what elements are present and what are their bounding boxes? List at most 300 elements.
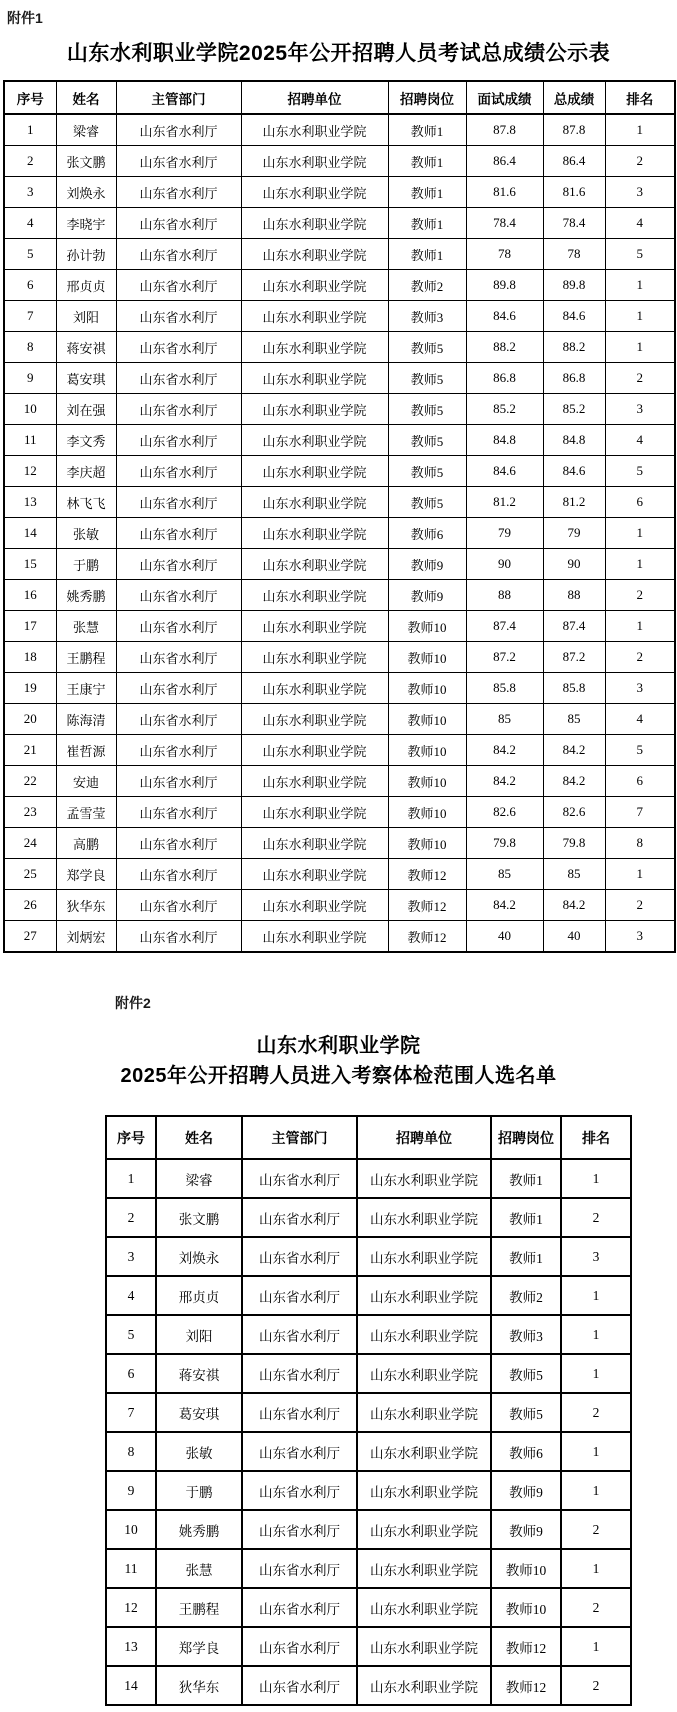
table-cell: 教师10: [388, 704, 466, 735]
table-cell: 教师10: [491, 1549, 561, 1588]
table-cell: 12: [106, 1588, 156, 1627]
table-cell: 于鹏: [56, 549, 116, 580]
table-row: [4, 642, 675, 673]
table-cell: 3: [605, 177, 675, 208]
table-cell: 20: [4, 704, 56, 735]
table-cell: 84.2: [543, 766, 605, 797]
table-cell: 5: [4, 239, 56, 270]
table-cell: 7: [4, 301, 56, 332]
table-row: [4, 456, 675, 487]
table-cell: 27: [4, 921, 56, 953]
table-row: [4, 518, 675, 549]
table-cell: 11: [106, 1549, 156, 1588]
table-cell: 山东水利职业学院: [357, 1666, 491, 1705]
table-cell: 教师6: [491, 1432, 561, 1471]
table-cell: 11: [4, 425, 56, 456]
table-cell: 山东省水利厅: [116, 797, 241, 828]
attachment2-title-line2: 2025年公开招聘人员进入考察体检范围人选名单: [120, 1065, 557, 1087]
table-cell: 教师1: [388, 177, 466, 208]
table-cell: 2: [605, 580, 675, 611]
table-cell: 85.8: [466, 673, 543, 704]
table-cell: 山东省水利厅: [116, 921, 241, 953]
table-cell: 7: [106, 1393, 156, 1432]
table-row: [106, 1237, 631, 1276]
table-cell: 刘焕永: [156, 1237, 242, 1276]
table-cell: 葛安琪: [156, 1393, 242, 1432]
score-table-header-row: [4, 81, 675, 114]
table-cell: 山东水利职业学院: [241, 704, 388, 735]
table-cell: 10: [106, 1510, 156, 1549]
table-cell: 教师12: [388, 890, 466, 921]
table-cell: 山东省水利厅: [116, 611, 241, 642]
table-row: [4, 487, 675, 518]
table-cell: 79: [466, 518, 543, 549]
table-cell: 教师12: [388, 921, 466, 953]
table-cell: 狄华东: [156, 1666, 242, 1705]
table-cell: 教师5: [388, 394, 466, 425]
table-cell: 81.6: [543, 177, 605, 208]
table-cell: 2: [4, 146, 56, 177]
table-cell: 张文鹏: [56, 146, 116, 177]
attachment2-title-line1: 山东水利职业学院: [256, 1035, 421, 1057]
table-cell: 8: [106, 1432, 156, 1471]
table-cell: 山东省水利厅: [242, 1198, 357, 1237]
attachment1-label: 附件1: [7, 10, 43, 26]
table-cell: 山东水利职业学院: [241, 518, 388, 549]
column-header: 主管部门: [116, 81, 241, 114]
table-cell: 山东水利职业学院: [241, 270, 388, 301]
column-header: 总成绩: [543, 81, 605, 114]
table-cell: 山东水利职业学院: [241, 177, 388, 208]
table-cell: 王鹏程: [56, 642, 116, 673]
table-cell: 教师1: [388, 114, 466, 146]
table-cell: 山东省水利厅: [116, 270, 241, 301]
table-cell: 山东水利职业学院: [241, 766, 388, 797]
table-cell: 张敏: [156, 1432, 242, 1471]
table-cell: 24: [4, 828, 56, 859]
table-cell: 山东水利职业学院: [241, 673, 388, 704]
table-cell: 教师10: [491, 1588, 561, 1627]
table-cell: 85.2: [466, 394, 543, 425]
table-cell: 5: [106, 1315, 156, 1354]
column-header: 招聘单位: [241, 81, 388, 114]
table-cell: 山东省水利厅: [116, 177, 241, 208]
table-cell: 78.4: [543, 208, 605, 239]
table-row: [106, 1588, 631, 1627]
table-cell: 1: [106, 1159, 156, 1198]
table-cell: 山东省水利厅: [116, 859, 241, 890]
table-cell: 姚秀鹏: [56, 580, 116, 611]
table-cell: 教师3: [388, 301, 466, 332]
table-cell: 教师3: [491, 1315, 561, 1354]
table-cell: 山东省水利厅: [116, 456, 241, 487]
table-row: [106, 1276, 631, 1315]
table-row: [4, 735, 675, 766]
table-cell: 山东省水利厅: [116, 828, 241, 859]
table-row: [4, 177, 675, 208]
column-header: 招聘单位: [357, 1116, 491, 1159]
table-cell: 23: [4, 797, 56, 828]
table-cell: 山东省水利厅: [242, 1354, 357, 1393]
table-cell: 84.2: [543, 735, 605, 766]
table-cell: 教师1: [388, 146, 466, 177]
table-cell: 郑学良: [156, 1627, 242, 1666]
table-cell: 教师9: [388, 580, 466, 611]
table-row: [106, 1471, 631, 1510]
table-cell: 6: [605, 487, 675, 518]
table-cell: 1: [561, 1471, 631, 1510]
table-cell: 山东水利职业学院: [241, 394, 388, 425]
column-header: 序号: [4, 81, 56, 114]
table-cell: 山东省水利厅: [116, 114, 241, 146]
table-cell: 教师12: [491, 1627, 561, 1666]
column-header: 排名: [605, 81, 675, 114]
column-header: 姓名: [56, 81, 116, 114]
table-cell: 山东水利职业学院: [241, 301, 388, 332]
table-row: [4, 890, 675, 921]
table-cell: 78.4: [466, 208, 543, 239]
table-cell: 教师5: [388, 425, 466, 456]
table-cell: 山东省水利厅: [116, 394, 241, 425]
table-cell: 崔哲源: [56, 735, 116, 766]
table-cell: 山东省水利厅: [116, 704, 241, 735]
table-cell: 林飞飞: [56, 487, 116, 518]
table-cell: 姚秀鹏: [156, 1510, 242, 1549]
table-row: [4, 797, 675, 828]
table-cell: 1: [605, 549, 675, 580]
table-cell: 山东水利职业学院: [241, 580, 388, 611]
table-cell: 13: [4, 487, 56, 518]
table-cell: 教师5: [388, 363, 466, 394]
table-cell: 79: [543, 518, 605, 549]
table-cell: 8: [4, 332, 56, 363]
table-cell: 90: [466, 549, 543, 580]
table-cell: 教师5: [388, 456, 466, 487]
table-cell: 88.2: [466, 332, 543, 363]
table-cell: 6: [605, 766, 675, 797]
table-cell: 2: [561, 1588, 631, 1627]
table-cell: 山东水利职业学院: [241, 549, 388, 580]
table-cell: 7: [605, 797, 675, 828]
table-cell: 教师1: [388, 208, 466, 239]
table-cell: 88.2: [543, 332, 605, 363]
table-cell: 山东省水利厅: [116, 890, 241, 921]
table-cell: 山东省水利厅: [116, 673, 241, 704]
table-cell: 81.2: [543, 487, 605, 518]
table-cell: 山东水利职业学院: [241, 828, 388, 859]
table-cell: 教师5: [491, 1393, 561, 1432]
table-cell: 教师9: [388, 549, 466, 580]
table-cell: 87.4: [543, 611, 605, 642]
table-cell: 85.2: [543, 394, 605, 425]
table-cell: 张敏: [56, 518, 116, 549]
table-cell: 山东水利职业学院: [357, 1159, 491, 1198]
table-cell: 陈海清: [56, 704, 116, 735]
table-cell: 85: [543, 704, 605, 735]
table-cell: 84.2: [466, 890, 543, 921]
table-cell: 山东省水利厅: [116, 735, 241, 766]
table-row: [4, 332, 675, 363]
table-cell: 蒋安祺: [156, 1354, 242, 1393]
attachment2-label: 附件2: [115, 995, 151, 1011]
column-header: 序号: [106, 1116, 156, 1159]
attachment2-title: [0, 1031, 677, 1091]
table-cell: 3: [605, 673, 675, 704]
table-row: [4, 549, 675, 580]
table-cell: 山东水利职业学院: [357, 1432, 491, 1471]
table-cell: 山东水利职业学院: [357, 1393, 491, 1432]
table-cell: 山东省水利厅: [116, 642, 241, 673]
table-cell: 山东水利职业学院: [241, 208, 388, 239]
table-cell: 山东水利职业学院: [241, 146, 388, 177]
table-cell: 山东水利职业学院: [241, 363, 388, 394]
table-cell: 8: [605, 828, 675, 859]
table-cell: 86.8: [466, 363, 543, 394]
table-cell: 山东水利职业学院: [357, 1471, 491, 1510]
table-cell: 山东省水利厅: [242, 1549, 357, 1588]
table-cell: 教师2: [491, 1276, 561, 1315]
table-cell: 山东省水利厅: [116, 239, 241, 270]
table-cell: 3: [605, 394, 675, 425]
shortlist-table: [105, 1115, 632, 1706]
table-cell: 1: [561, 1315, 631, 1354]
table-cell: 1: [561, 1549, 631, 1588]
table-cell: 梁睿: [56, 114, 116, 146]
table-cell: 王康宁: [56, 673, 116, 704]
table-cell: 3: [605, 921, 675, 953]
table-cell: 孙计勃: [56, 239, 116, 270]
table-row: [4, 270, 675, 301]
table-cell: 84.6: [543, 456, 605, 487]
table-cell: 1: [605, 114, 675, 146]
table-cell: 教师10: [388, 611, 466, 642]
table-cell: 84.6: [543, 301, 605, 332]
table-cell: 1: [605, 332, 675, 363]
table-cell: 山东水利职业学院: [241, 239, 388, 270]
table-cell: 87.2: [466, 642, 543, 673]
table-cell: 88: [543, 580, 605, 611]
table-cell: 教师9: [491, 1471, 561, 1510]
table-cell: 教师12: [388, 859, 466, 890]
table-cell: 山东省水利厅: [116, 332, 241, 363]
table-cell: 87.2: [543, 642, 605, 673]
table-cell: 教师1: [491, 1237, 561, 1276]
table-cell: 山东省水利厅: [242, 1393, 357, 1432]
table-row: [4, 859, 675, 890]
table-cell: 84.8: [543, 425, 605, 456]
attachment1-title: 山东水利职业学院2025年公开招聘人员考试总成绩公示表: [66, 42, 611, 65]
column-header: 姓名: [156, 1116, 242, 1159]
table-cell: 5: [605, 456, 675, 487]
table-cell: 山东省水利厅: [116, 518, 241, 549]
table-cell: 4: [106, 1276, 156, 1315]
table-cell: 1: [605, 270, 675, 301]
table-cell: 1: [605, 859, 675, 890]
column-header: 招聘岗位: [388, 81, 466, 114]
table-row: [106, 1549, 631, 1588]
table-cell: 山东省水利厅: [242, 1315, 357, 1354]
table-cell: 山东省水利厅: [242, 1471, 357, 1510]
table-row: [4, 673, 675, 704]
table-cell: 山东省水利厅: [116, 549, 241, 580]
table-cell: 79.8: [543, 828, 605, 859]
table-row: [4, 580, 675, 611]
table-cell: 教师5: [388, 487, 466, 518]
table-cell: 2: [605, 363, 675, 394]
table-cell: 6: [4, 270, 56, 301]
table-row: [4, 146, 675, 177]
table-cell: 2: [561, 1510, 631, 1549]
table-cell: 教师1: [388, 239, 466, 270]
table-cell: 山东水利职业学院: [357, 1198, 491, 1237]
table-cell: 山东水利职业学院: [241, 735, 388, 766]
table-cell: 85: [543, 859, 605, 890]
table-cell: 79.8: [466, 828, 543, 859]
table-cell: 89.8: [543, 270, 605, 301]
table-row: [4, 766, 675, 797]
table-cell: 9: [4, 363, 56, 394]
table-cell: 山东水利职业学院: [241, 642, 388, 673]
table-cell: 2: [561, 1393, 631, 1432]
column-header: 排名: [561, 1116, 631, 1159]
table-cell: 81.2: [466, 487, 543, 518]
table-cell: 邢贞贞: [56, 270, 116, 301]
table-cell: 蒋安祺: [56, 332, 116, 363]
table-cell: 山东省水利厅: [116, 580, 241, 611]
table-cell: 张慧: [56, 611, 116, 642]
table-row: [4, 394, 675, 425]
table-cell: 山东水利职业学院: [241, 797, 388, 828]
table-cell: 教师2: [388, 270, 466, 301]
table-cell: 78: [466, 239, 543, 270]
table-row: [106, 1198, 631, 1237]
table-cell: 1: [605, 611, 675, 642]
table-cell: 2: [605, 146, 675, 177]
table-cell: 梁睿: [156, 1159, 242, 1198]
table-cell: 17: [4, 611, 56, 642]
table-cell: 山东水利职业学院: [241, 487, 388, 518]
table-cell: 4: [605, 208, 675, 239]
table-cell: 狄华东: [56, 890, 116, 921]
table-cell: 40: [466, 921, 543, 953]
table-cell: 86.4: [543, 146, 605, 177]
table-row: [106, 1510, 631, 1549]
table-cell: 3: [4, 177, 56, 208]
column-header: 招聘岗位: [491, 1116, 561, 1159]
table-cell: 山东水利职业学院: [357, 1276, 491, 1315]
table-cell: 81.6: [466, 177, 543, 208]
table-cell: 87.8: [543, 114, 605, 146]
table-cell: 13: [106, 1627, 156, 1666]
table-cell: 85.8: [543, 673, 605, 704]
table-cell: 教师10: [388, 828, 466, 859]
table-cell: 3: [106, 1237, 156, 1276]
table-cell: 李庆超: [56, 456, 116, 487]
table-cell: 王鹏程: [156, 1588, 242, 1627]
table-cell: 张慧: [156, 1549, 242, 1588]
table-cell: 1: [561, 1354, 631, 1393]
table-cell: 山东省水利厅: [242, 1276, 357, 1315]
table-cell: 山东水利职业学院: [241, 921, 388, 953]
table-cell: 14: [4, 518, 56, 549]
table-cell: 邢贞贞: [156, 1276, 242, 1315]
table-cell: 教师10: [388, 642, 466, 673]
table-cell: 87.4: [466, 611, 543, 642]
table-cell: 教师1: [491, 1198, 561, 1237]
table-cell: 85: [466, 859, 543, 890]
table-cell: 1: [605, 518, 675, 549]
table-cell: 山东省水利厅: [242, 1627, 357, 1666]
table-cell: 山东水利职业学院: [357, 1354, 491, 1393]
table-row: [4, 363, 675, 394]
table-row: [4, 114, 675, 146]
table-cell: 孟雪莹: [56, 797, 116, 828]
table-row: [4, 239, 675, 270]
table-cell: 教师5: [491, 1354, 561, 1393]
table-cell: 山东省水利厅: [116, 487, 241, 518]
table-cell: 86.4: [466, 146, 543, 177]
table-cell: 5: [605, 239, 675, 270]
table-cell: 教师10: [388, 735, 466, 766]
table-cell: 山东水利职业学院: [241, 890, 388, 921]
table-cell: 郑学良: [56, 859, 116, 890]
table-cell: 2: [106, 1198, 156, 1237]
table-cell: 18: [4, 642, 56, 673]
table-cell: 2: [605, 890, 675, 921]
table-cell: 山东省水利厅: [242, 1159, 357, 1198]
table-cell: 40: [543, 921, 605, 953]
table-cell: 1: [561, 1627, 631, 1666]
table-cell: 15: [4, 549, 56, 580]
table-cell: 刘焕永: [56, 177, 116, 208]
table-cell: 5: [605, 735, 675, 766]
table-cell: 89.8: [466, 270, 543, 301]
table-cell: 90: [543, 549, 605, 580]
table-cell: 葛安琪: [56, 363, 116, 394]
table-cell: 84.6: [466, 456, 543, 487]
table-cell: 2: [561, 1666, 631, 1705]
table-cell: 山东省水利厅: [242, 1432, 357, 1471]
table-cell: 山东水利职业学院: [241, 611, 388, 642]
table-cell: 教师9: [491, 1510, 561, 1549]
table-cell: 82.6: [466, 797, 543, 828]
table-cell: 84.2: [543, 890, 605, 921]
table-cell: 3: [561, 1237, 631, 1276]
table-cell: 86.8: [543, 363, 605, 394]
table-cell: 山东水利职业学院: [241, 425, 388, 456]
column-header: 面试成绩: [466, 81, 543, 114]
table-cell: 19: [4, 673, 56, 704]
table-cell: 87.8: [466, 114, 543, 146]
table-cell: 李文秀: [56, 425, 116, 456]
table-cell: 李晓宇: [56, 208, 116, 239]
table-cell: 山东水利职业学院: [357, 1237, 491, 1276]
table-cell: 4: [4, 208, 56, 239]
table-row: [106, 1393, 631, 1432]
table-cell: 刘阳: [56, 301, 116, 332]
table-cell: 教师10: [388, 673, 466, 704]
table-cell: 25: [4, 859, 56, 890]
table-cell: 16: [4, 580, 56, 611]
table-cell: 2: [561, 1198, 631, 1237]
table-cell: 山东水利职业学院: [357, 1588, 491, 1627]
table-cell: 高鹏: [56, 828, 116, 859]
table-cell: 1: [561, 1159, 631, 1198]
table-row: [106, 1354, 631, 1393]
table-cell: 山东水利职业学院: [241, 332, 388, 363]
table-cell: 22: [4, 766, 56, 797]
table-cell: 于鹏: [156, 1471, 242, 1510]
